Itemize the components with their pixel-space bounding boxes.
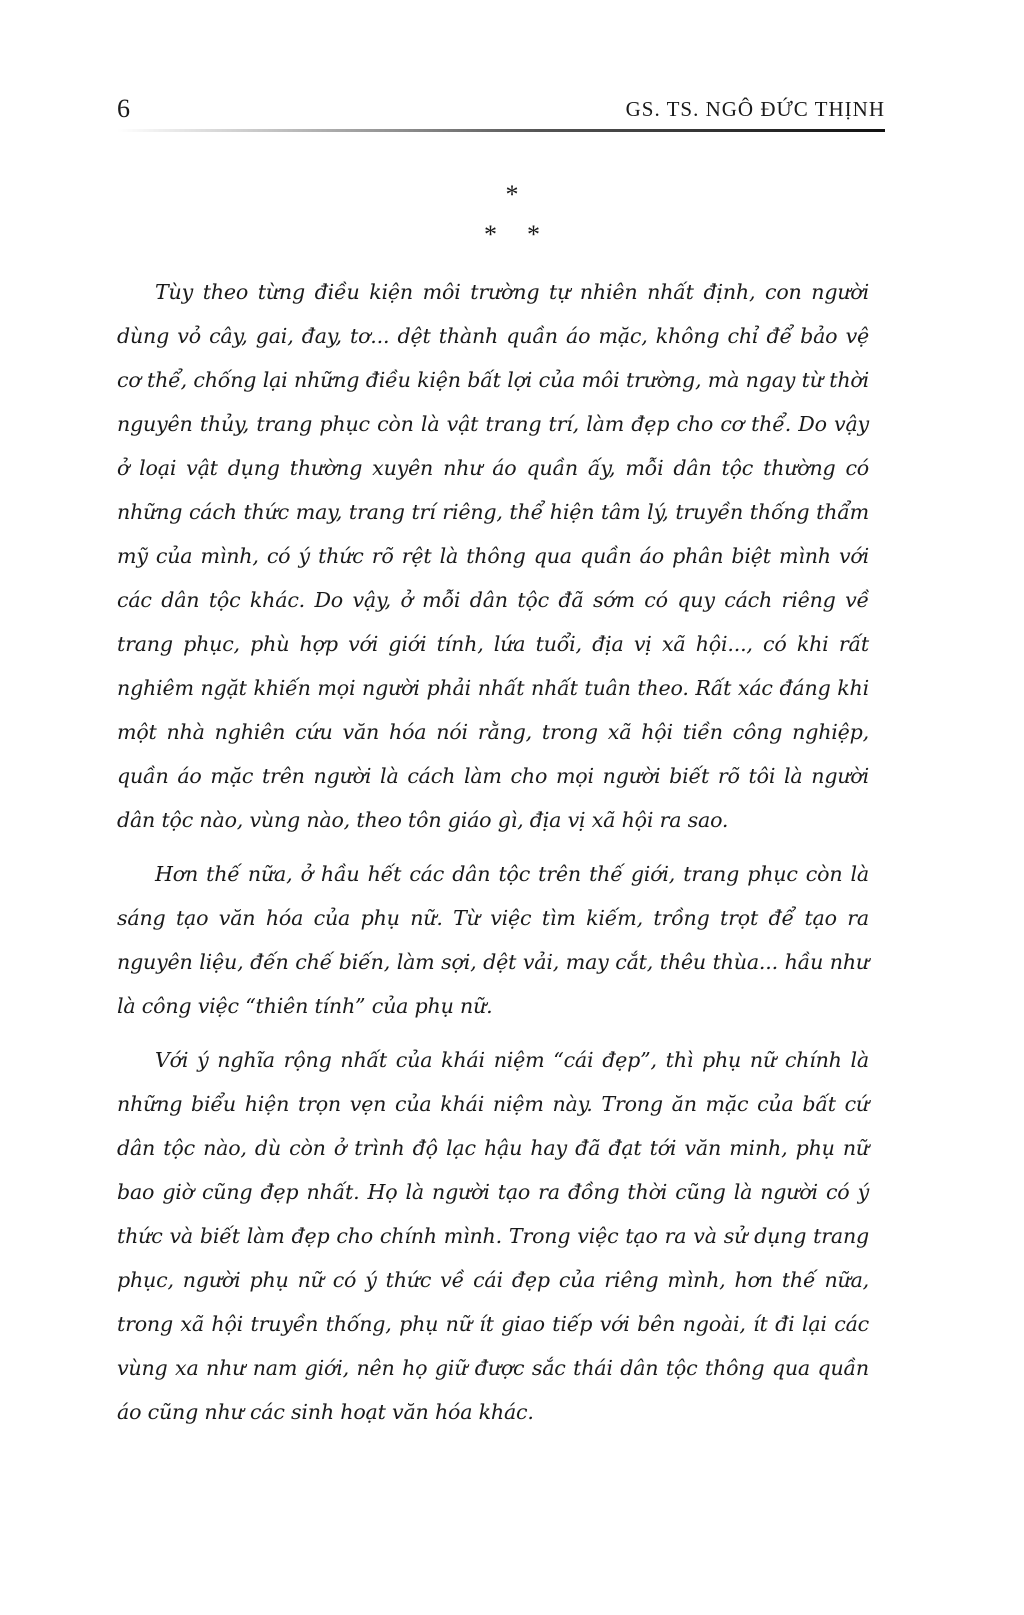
asterism-bottom <box>0 220 1024 249</box>
asterisk-bottom-left: * <box>484 220 497 249</box>
page-header <box>117 84 885 132</box>
body-text <box>117 270 869 1444</box>
header-rule <box>117 129 885 132</box>
paragraph-1: Tùy theo từng điều kiện môi trường tự nhiên nhất định, con người dùng vỏ cây, gai, đay, tơ... dệt thành quần áo mặc, không chỉ để bảo vệ cơ thể, chống lại những điều kiện bất lợi của môi trường, mà ngay từ thời nguyên thủy, trang phục còn là vật trang trí, làm đẹp cho cơ thể. Do vậy ở loại vật dụng thường xuyên như áo quần ấy, mỗi dân tộc thường có những cách thức may, trang trí riêng, thể hiện tâm lý, truyền thống thẩm mỹ của mình, có ý thức rõ rệt là thông qua quần áo phân biệt mình với các dân tộc khác. Do vậy, ở mỗi dân tộc đã sớm có quy cách riêng về trang phục, phù hợp với giới tính, lứa tuổi, địa vị xã hội..., có khi rất nghiêm ngặt khiến mọi người phải nhất nhất tuân theo. Rất xác đáng khi một nhà nghiên cứu văn hóa nói rằng, trong xã hội tiền công nghiệp, quần áo mặc trên người là cách làm cho mọi người biết rõ tôi là người dân tộc nào, vùng nào, theo tôn giáo gì, địa vị xã hội ra sao. <box>117 280 869 832</box>
asterisk-bottom-right: * <box>527 220 540 249</box>
running-head: GS. TS. NGÔ ĐỨC THỊNH <box>625 97 885 121</box>
asterisk-top: * <box>505 180 519 209</box>
paragraph-3: Với ý nghĩa rộng nhất của khái niệm “cái đẹp”, thì phụ nữ chính là những biểu hiện trọn vẹn của khái niệm này. Trong ăn mặc của bất cứ dân tộc nào, dù còn ở trình độ lạc hậu hay đã đạt tới văn minh, phụ nữ bao giờ cũng đẹp nhất. Họ là người tạo ra đồng thời cũng là người có ý thức và biết làm đẹp cho chính mình. Trong việc tạo ra và sử dụng trang phục, người phụ nữ có ý thức về cái đẹp của riêng mình, hơn thế nữa, trong xã hội truyền thống, phụ nữ ít giao tiếp với bên ngoài, ít đi lại các vùng xa như nam giới, nên họ giữ được sắc thái dân tộc thông qua quần áo cũng như các sinh hoạt văn hóa khác. <box>117 1048 869 1424</box>
asterism-top <box>0 180 1024 209</box>
page-number: 6 <box>117 94 130 123</box>
paragraph-2: Hơn thế nữa, ở hầu hết các dân tộc trên thế giới, trang phục còn là sáng tạo văn hóa của phụ nữ. Từ việc tìm kiếm, trồng trọt để tạo ra nguyên liệu, đến chế biến, làm sợi, dệt vải, may cắt, thêu thùa... hầu như là công việc “thiên tính” của phụ nữ. <box>117 862 869 1018</box>
